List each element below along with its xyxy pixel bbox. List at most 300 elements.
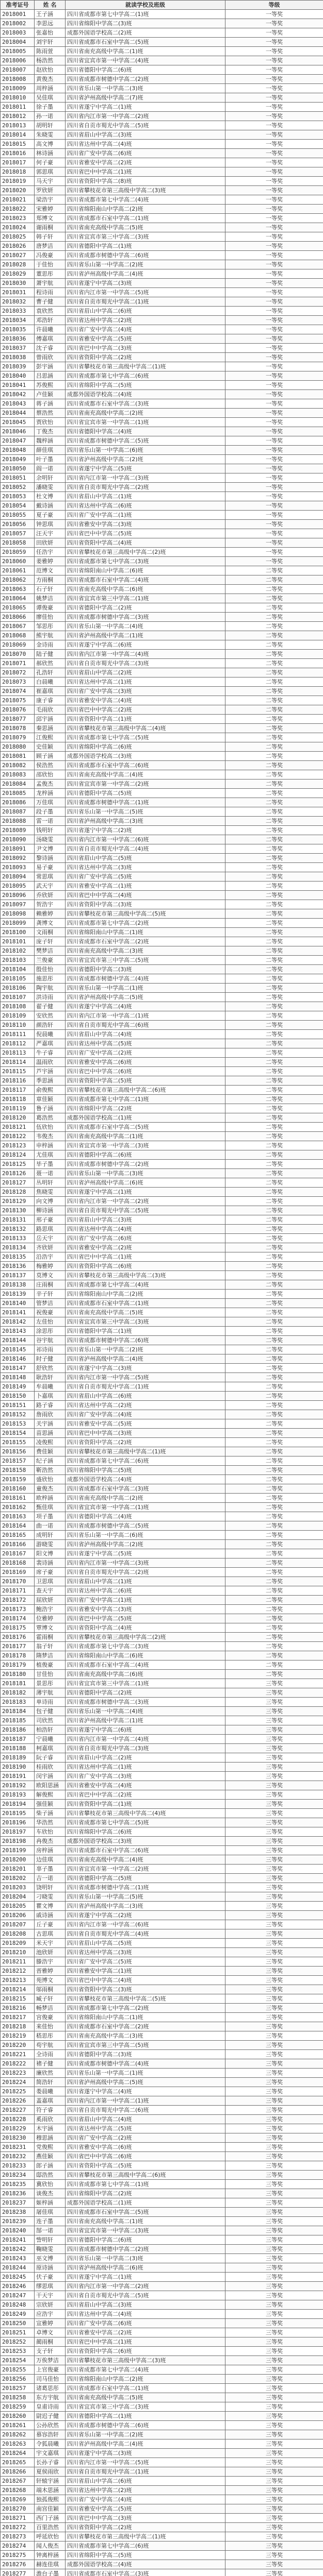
cell-school-class: 成都外国语学校高二(1)班 (66, 1113, 225, 1123)
cell-school-class: 四川省达州中学高二(1)班 (66, 677, 225, 687)
cell-name: 党俊熙 (35, 2143, 66, 2152)
cell-exam-id: 2018205 (1, 1902, 35, 1911)
cell-exam-id: 2018136 (1, 1262, 35, 1271)
cell-level: 二等奖 (225, 863, 323, 872)
table-row (1, 1021, 323, 1030)
cell-level: 三等奖 (225, 2124, 323, 2133)
cell-name: 邹思彤 (35, 622, 66, 631)
cell-name: 苑博文 (35, 1976, 66, 1985)
table-row (1, 2133, 323, 2143)
table-row (1, 937, 323, 946)
cell-exam-id: 2018039 (1, 362, 35, 371)
cell-name: 姬梓涵 (35, 2198, 66, 2208)
cell-level: 三等奖 (225, 2449, 323, 2458)
table-row (1, 28, 323, 38)
cell-school-class: 四川省攀枝花市第三高级中学高二(4)班 (66, 724, 225, 733)
table-row (1, 742, 323, 752)
table-row (1, 1883, 323, 1892)
cell-level: 二等奖 (225, 566, 323, 575)
cell-name: 蒋子涵 (35, 399, 66, 409)
cell-school-class: 四川省绵阳中学高二(5)班 (66, 2551, 225, 2560)
cell-level: 一等奖 (225, 28, 323, 38)
table-row (1, 826, 323, 835)
cell-school-class: 四川省乐山第一中学高二(3)班 (66, 84, 225, 93)
cell-name: 来佳怡 (35, 2022, 66, 2031)
cell-name: 侯浩然 (35, 761, 66, 770)
table-row (1, 2263, 323, 2273)
cell-name: 于佳怡 (35, 260, 66, 269)
cell-exam-id: 2018195 (1, 1809, 35, 1818)
cell-level: 一等奖 (225, 316, 323, 325)
table-row (1, 1419, 323, 1429)
cell-school-class: 四川省内江市第一中学高二(3)班 (66, 473, 225, 483)
table-row (1, 2050, 323, 2059)
table-row (1, 65, 323, 75)
cell-level: 三等奖 (225, 1994, 323, 2004)
cell-level: 三等奖 (225, 1688, 323, 1698)
cell-school-class: 四川省成都市第七中学高二(5)班 (66, 733, 225, 742)
cell-name: 辛子轩 (35, 1290, 66, 1299)
cell-level: 一等奖 (225, 186, 323, 195)
cell-level: 三等奖 (225, 2208, 323, 2217)
cell-exam-id: 2018154 (1, 1429, 35, 1438)
cell-name: 裴诗涵 (35, 1558, 66, 1568)
table-row (1, 1503, 323, 1512)
cell-school-class: 四川省南充高级中学高二(5)班 (66, 223, 225, 232)
cell-name: 欧梓涵 (35, 1494, 66, 1503)
table-row (1, 956, 323, 965)
cell-level: 一等奖 (225, 158, 323, 167)
cell-exam-id: 2018196 (1, 1818, 35, 1827)
cell-school-class: 四川省成都市石室中学高二(3)班 (66, 2569, 225, 2576)
cell-exam-id: 2018113 (1, 1048, 35, 1058)
cell-exam-id: 2018228 (1, 2115, 35, 2124)
cell-level: 三等奖 (225, 2384, 323, 2393)
cell-level: 三等奖 (225, 1707, 323, 1716)
cell-school-class: 四川省成都市第七中学高二(4)班 (66, 1280, 225, 1290)
cell-level: 三等奖 (225, 2041, 323, 2050)
cell-name: 赖雅婷 (35, 909, 66, 919)
cell-school-class: 四川省广安中学高二(3)班 (66, 1772, 225, 1781)
table-row (1, 575, 323, 585)
cell-school-class: 四川省乐山第一中学高二(2)班 (66, 1345, 225, 1354)
cell-level: 三等奖 (225, 2161, 323, 2171)
cell-level: 三等奖 (225, 1865, 323, 1874)
cell-school-class: 四川省成都市第七中学高二(2)班 (66, 2004, 225, 2013)
cell-school-class: 四川省达州中学高二(2)班 (66, 2486, 225, 2495)
cell-exam-id: 2018021 (1, 195, 35, 205)
cell-name: 章佳颖 (35, 1095, 66, 1104)
cell-name: 甄佳琪 (35, 1503, 66, 1512)
cell-exam-id: 2018255 (1, 2365, 35, 2375)
cell-school-class: 四川省成都市石室中学高二(6)班 (66, 761, 225, 770)
cell-level: 一等奖 (225, 93, 323, 103)
cell-level: 一等奖 (225, 177, 323, 186)
cell-name: 邓浩轩 (35, 316, 66, 325)
cell-exam-id: 2018129 (1, 1197, 35, 1206)
cell-name: 殷佳怡 (35, 965, 66, 974)
cell-name: 穆思涵 (35, 2133, 66, 2143)
cell-exam-id: 2018090 (1, 835, 35, 844)
table-row (1, 724, 323, 733)
cell-level: 三等奖 (225, 1911, 323, 1920)
cell-name: 萧宇航 (35, 279, 66, 288)
cell-exam-id: 2018236 (1, 2189, 35, 2198)
table-row (1, 2319, 323, 2328)
cell-school-class: 四川省成都市第七中学高二(4)班 (66, 195, 225, 205)
cell-school-class: 四川省广安中学高二(4)班 (66, 2495, 225, 2504)
cell-name: 霍雨桐 (35, 1633, 66, 1642)
cell-level: 三等奖 (225, 2504, 323, 2514)
cell-level: 二等奖 (225, 1086, 323, 1095)
table-row (1, 1855, 323, 1865)
cell-level: 二等奖 (225, 1410, 323, 1419)
cell-level: 一等奖 (225, 47, 323, 56)
table-row (1, 1076, 323, 1086)
cell-school-class: 四川省达州中学高二(2)班 (66, 1401, 225, 1410)
cell-exam-id: 2018157 (1, 1456, 35, 1466)
cell-name: 邬雨桐 (35, 1985, 66, 1994)
table-row (1, 1920, 323, 1929)
cell-exam-id: 2018218 (1, 2022, 35, 2031)
table-row (1, 446, 323, 455)
cell-exam-id: 2018200 (1, 1855, 35, 1865)
cell-exam-id: 2018057 (1, 529, 35, 538)
cell-school-class: 四川省巴中中学高二(3)班 (66, 1429, 225, 1438)
cell-name: 靳浩然 (35, 1466, 66, 1475)
cell-school-class: 四川省宜宾市第三中学高二(3)班 (66, 1317, 225, 1327)
cell-exam-id: 2018066 (1, 613, 35, 622)
cell-exam-id: 2018053 (1, 492, 35, 501)
cell-school-class: 四川省遂宁中学高二(4)班 (66, 2087, 225, 2096)
cell-school-class: 四川省眉山中学高二(1)班 (66, 492, 225, 501)
cell-level: 二等奖 (225, 1011, 323, 1021)
cell-name: 邵欣怡 (35, 770, 66, 779)
table-row (1, 538, 323, 548)
table-row (1, 1438, 323, 1447)
table-row (1, 334, 323, 344)
table-row (1, 2365, 323, 2375)
cell-school-class: 四川省乐山第一中学高二(2)班 (66, 260, 225, 269)
cell-school-class: 四川省绵阳中学高二(3)班 (66, 19, 225, 28)
cell-level: 三等奖 (225, 2337, 323, 2347)
cell-school-class: 四川省绵阳南山中学高二(1)班 (66, 928, 225, 937)
cell-level: 一等奖 (225, 362, 323, 371)
cell-school-class: 四川省成都市第七中学高二(6)班 (66, 2541, 225, 2551)
cell-school-class: 四川省成都市石室中学高二(1)班 (66, 2384, 225, 2393)
cell-exam-id: 2018051 (1, 473, 35, 483)
cell-level: 三等奖 (225, 1790, 323, 1800)
table-row (1, 2041, 323, 2050)
cell-exam-id: 2018082 (1, 761, 35, 770)
cell-exam-id: 2018240 (1, 2226, 35, 2235)
cell-exam-id: 2018187 (1, 1735, 35, 1744)
cell-name: 雷一诺 (35, 817, 66, 826)
cell-level: 三等奖 (225, 2133, 323, 2143)
cell-level: 三等奖 (225, 1809, 323, 1818)
cell-name: 宣雅婷 (35, 2319, 66, 2328)
cell-level: 二等奖 (225, 1280, 323, 1290)
cell-level: 三等奖 (225, 2022, 323, 2031)
cell-level: 一等奖 (225, 390, 323, 399)
cell-name: 庄雨桐 (35, 1280, 66, 1290)
table-row (1, 705, 323, 715)
cell-school-class: 四川省绵阳南山中学高二(2)班 (66, 205, 225, 214)
cell-level: 二等奖 (225, 882, 323, 891)
cell-exam-id: 2018005 (1, 47, 35, 56)
cell-name: 滕浩宇 (35, 1957, 66, 1967)
cell-level: 三等奖 (225, 1939, 323, 1948)
table-row (1, 1382, 323, 1392)
cell-exam-id: 2018037 (1, 344, 35, 353)
cell-exam-id: 2018199 (1, 1846, 35, 1855)
cell-name: 薛佳琪 (35, 446, 66, 455)
cell-name: 关宇涵 (35, 1419, 66, 1429)
table-row (1, 2504, 323, 2514)
cell-name: 丁俊杰 (35, 427, 66, 436)
cell-exam-id: 2018245 (1, 2273, 35, 2282)
cell-name: 沈子睿 (35, 344, 66, 353)
cell-exam-id: 2018188 (1, 1744, 35, 1753)
cell-exam-id: 2018072 (1, 668, 35, 677)
cell-level: 三等奖 (225, 2078, 323, 2087)
cell-school-class: 四川省广安中学高二(2)班 (66, 1048, 225, 1058)
cell-exam-id: 2018032 (1, 297, 35, 307)
table-row (1, 2569, 323, 2576)
cell-school-class: 四川省宜宾市第一中学高二(2)班 (66, 779, 225, 789)
cell-name: 卢佳颖 (35, 390, 66, 399)
table-row (1, 2198, 323, 2208)
cell-name: 吉一诺 (35, 1874, 66, 1883)
cell-exam-id: 2018085 (1, 789, 35, 798)
cell-school-class: 四川省成都市树德中学高二(1)班 (66, 798, 225, 807)
cell-level: 二等奖 (225, 1373, 323, 1382)
cell-school-class: 四川省资阳中学高二(1)班 (66, 1800, 225, 1809)
cell-school-class: 四川省遂宁中学高二(3)班 (66, 2449, 225, 2458)
table-row (1, 993, 323, 1002)
cell-name: 袁欣然 (35, 307, 66, 316)
cell-exam-id: 2018155 (1, 1438, 35, 1447)
cell-level: 三等奖 (225, 1883, 323, 1892)
cell-level: 二等奖 (225, 1596, 323, 1605)
cell-school-class: 四川省绵阳南山中学高二(2)班 (66, 2375, 225, 2384)
cell-exam-id: 2018027 (1, 251, 35, 260)
cell-level: 三等奖 (225, 2430, 323, 2439)
cell-name: 毛雨欣 (35, 705, 66, 715)
cell-school-class: 四川省自贡市蜀光中学高二(2)班 (66, 1568, 225, 1577)
table-row (1, 1039, 323, 1048)
cell-level: 二等奖 (225, 928, 323, 937)
table-row (1, 1837, 323, 1846)
cell-exam-id: 2018106 (1, 984, 35, 993)
table-row (1, 2087, 323, 2096)
cell-school-class: 四川省雅安中学高二(6)班 (66, 2143, 225, 2152)
cell-name: 涂思彤 (35, 1327, 66, 1336)
table-row (1, 1086, 323, 1095)
table-row (1, 130, 323, 140)
cell-name: 席子豪 (35, 1568, 66, 1577)
cell-school-class: 四川省巴中中学高二(1)班 (66, 1252, 225, 1262)
cell-name: 焦晓雯 (35, 1188, 66, 1197)
cell-school-class: 四川省绵阳中学高二(2)班 (66, 2189, 225, 2198)
table-row (1, 195, 323, 205)
cell-name: 慕容浩轩 (35, 2430, 66, 2439)
cell-level: 一等奖 (225, 529, 323, 538)
cell-exam-id: 2018234 (1, 2171, 35, 2180)
cell-exam-id: 2018024 (1, 223, 35, 232)
cell-exam-id: 2018100 (1, 928, 35, 937)
table-row (1, 974, 323, 984)
cell-name: 訾明轩 (35, 2235, 66, 2245)
cell-school-class: 四川省成都市树德中学高二(3)班 (66, 1698, 225, 1707)
cell-level: 三等奖 (225, 2551, 323, 2560)
cell-school-class: 四川省遂宁中学高二(1)班 (66, 1188, 225, 1197)
table-row (1, 158, 323, 167)
table-row (1, 1252, 323, 1262)
cell-exam-id: 2018034 (1, 316, 35, 325)
cell-school-class: 四川省攀枝花市第三高级中学高二(2)班 (66, 1633, 225, 1642)
cell-school-class: 四川省成都市树德中学高二(5)班 (66, 1521, 225, 1531)
table-row (1, 232, 323, 242)
cell-school-class: 四川省南充高级中学高二(2)班 (66, 409, 225, 418)
cell-level: 二等奖 (225, 1317, 323, 1327)
table-row (1, 1762, 323, 1772)
cell-exam-id: 2018068 (1, 631, 35, 640)
cell-name: 东方宇航 (35, 2393, 66, 2402)
cell-school-class: 四川省资阳中学高二(2)班 (66, 1438, 225, 1447)
table-row (1, 603, 323, 613)
cell-level: 三等奖 (225, 2013, 323, 2022)
cell-exam-id: 2018127 (1, 1178, 35, 1188)
cell-school-class: 四川省内江市第一中学高二(5)班 (66, 1373, 225, 1382)
cell-exam-id: 2018169 (1, 1568, 35, 1577)
cell-school-class: 四川省攀枝花市第三高级中学高二(1)班 (66, 362, 225, 371)
cell-exam-id: 2018098 (1, 909, 35, 919)
cell-level: 二等奖 (225, 1345, 323, 1354)
table-row (1, 10, 323, 19)
cell-school-class: 四川省绵阳南山中学高二(6)班 (66, 1651, 225, 1660)
cell-name: 苏俊熙 (35, 381, 66, 390)
cell-school-class: 四川省资阳中学高二(2)班 (66, 353, 225, 362)
cell-exam-id: 2018252 (1, 2337, 35, 2347)
table-row (1, 928, 323, 937)
cell-name: 冉俊杰 (35, 1837, 66, 1846)
cell-level: 二等奖 (225, 622, 323, 631)
cell-level: 一等奖 (225, 84, 323, 93)
cell-school-class: 四川省宜宾市第三中学高二(3)班 (66, 232, 225, 242)
cell-name: 龚博文 (35, 919, 66, 928)
cell-name: 木宇涵 (35, 2124, 66, 2133)
cell-exam-id: 2018172 (1, 1596, 35, 1605)
cell-school-class: 四川省德阳中学高二(5)班 (66, 1874, 225, 1883)
table-row (1, 2337, 323, 2347)
cell-level: 二等奖 (225, 1262, 323, 1271)
cell-level: 三等奖 (225, 2458, 323, 2467)
table-row (1, 631, 323, 640)
table-row (1, 1308, 323, 1317)
cell-exam-id: 2018221 (1, 2050, 35, 2059)
cell-level: 二等奖 (225, 993, 323, 1002)
cell-level: 三等奖 (225, 2356, 323, 2365)
cell-school-class: 四川省乐山第一中学高二(4)班 (66, 622, 225, 631)
cell-name: 甘佳怡 (35, 1670, 66, 1679)
cell-level: 二等奖 (225, 1104, 323, 1113)
table-row (1, 2106, 323, 2115)
table-row (1, 1827, 323, 1837)
cell-name: 顾子涵 (35, 752, 66, 761)
cell-exam-id: 2018091 (1, 844, 35, 854)
cell-name: 公孙欣然 (35, 2421, 66, 2430)
cell-school-class: 四川省成都市树德中学高二(4)班 (66, 974, 225, 984)
cell-name: 黄俊杰 (35, 75, 66, 84)
cell-exam-id: 2018175 (1, 1623, 35, 1633)
cell-school-class: 四川省内江市第一中学高二(5)班 (66, 288, 225, 297)
table-row (1, 1660, 323, 1670)
cell-level: 二等奖 (225, 1354, 323, 1364)
table-row (1, 1178, 323, 1188)
cell-name: 宁晨曦 (35, 1735, 66, 1744)
table-row (1, 84, 323, 93)
cell-exam-id: 2018063 (1, 585, 35, 594)
table-row (1, 668, 323, 677)
cell-school-class: 四川省遂宁中学高二(2)班 (66, 826, 225, 835)
cell-exam-id: 2018217 (1, 2013, 35, 2022)
cell-name: 申梓涵 (35, 1141, 66, 1150)
cell-school-class: 四川省成都市石室中学高二(1)班 (66, 214, 225, 223)
cell-name: 轩辕宇涵 (35, 2477, 66, 2486)
table-row (1, 789, 323, 798)
cell-exam-id: 2018231 (1, 2143, 35, 2152)
cell-exam-id: 2018048 (1, 446, 35, 455)
table-row (1, 2347, 323, 2356)
cell-name: 尤佳琪 (35, 1150, 66, 1160)
cell-name: 赵欣怡 (35, 65, 66, 75)
cell-school-class: 四川省泸州高级中学高二(5)班 (66, 993, 225, 1002)
cell-level: 二等奖 (225, 1494, 323, 1503)
cell-exam-id: 2018143 (1, 1327, 35, 1336)
table-row (1, 1716, 323, 1725)
table-row (1, 585, 323, 594)
cell-exam-id: 2018088 (1, 817, 35, 826)
cell-school-class: 四川省攀枝花市第三高级中学高二(3)班 (66, 2356, 225, 2365)
cell-exam-id: 2018275 (1, 2551, 35, 2560)
table-row (1, 297, 323, 307)
table-row (1, 2384, 323, 2393)
cell-name: 盖嘉琪 (35, 2096, 66, 2106)
cell-exam-id: 2018043 (1, 399, 35, 409)
cell-name: 臧子轩 (35, 1994, 66, 2004)
cell-school-class: 四川省攀枝花市第三高级中学高二(2)班 (66, 548, 225, 557)
cell-school-class: 四川省眉山中学高二(2)班 (66, 668, 225, 677)
cell-level: 一等奖 (225, 279, 323, 288)
cell-school-class: 四川省成都市第七中学高二(1)班 (66, 2180, 225, 2189)
cell-exam-id: 2018179 (1, 1660, 35, 1670)
cell-name: 澹台子墨 (35, 2569, 66, 2576)
cell-exam-id: 2018182 (1, 1688, 35, 1698)
cell-name: 潘晓雯 (35, 483, 66, 492)
cell-level: 三等奖 (225, 2004, 323, 2013)
cell-name: 鲁子涵 (35, 1104, 66, 1113)
cell-school-class: 四川省南充高级中学高二(3)班 (66, 2031, 225, 2041)
table-row (1, 882, 323, 891)
cell-exam-id: 2018215 (1, 1994, 35, 2004)
cell-exam-id: 2018096 (1, 891, 35, 900)
cell-exam-id: 2018140 (1, 1299, 35, 1308)
cell-exam-id: 2018149 (1, 1382, 35, 1392)
cell-school-class: 四川省成都市石室中学高二(3)班 (66, 399, 225, 409)
table-row (1, 715, 323, 724)
cell-name: 全诗雨 (35, 2050, 66, 2059)
